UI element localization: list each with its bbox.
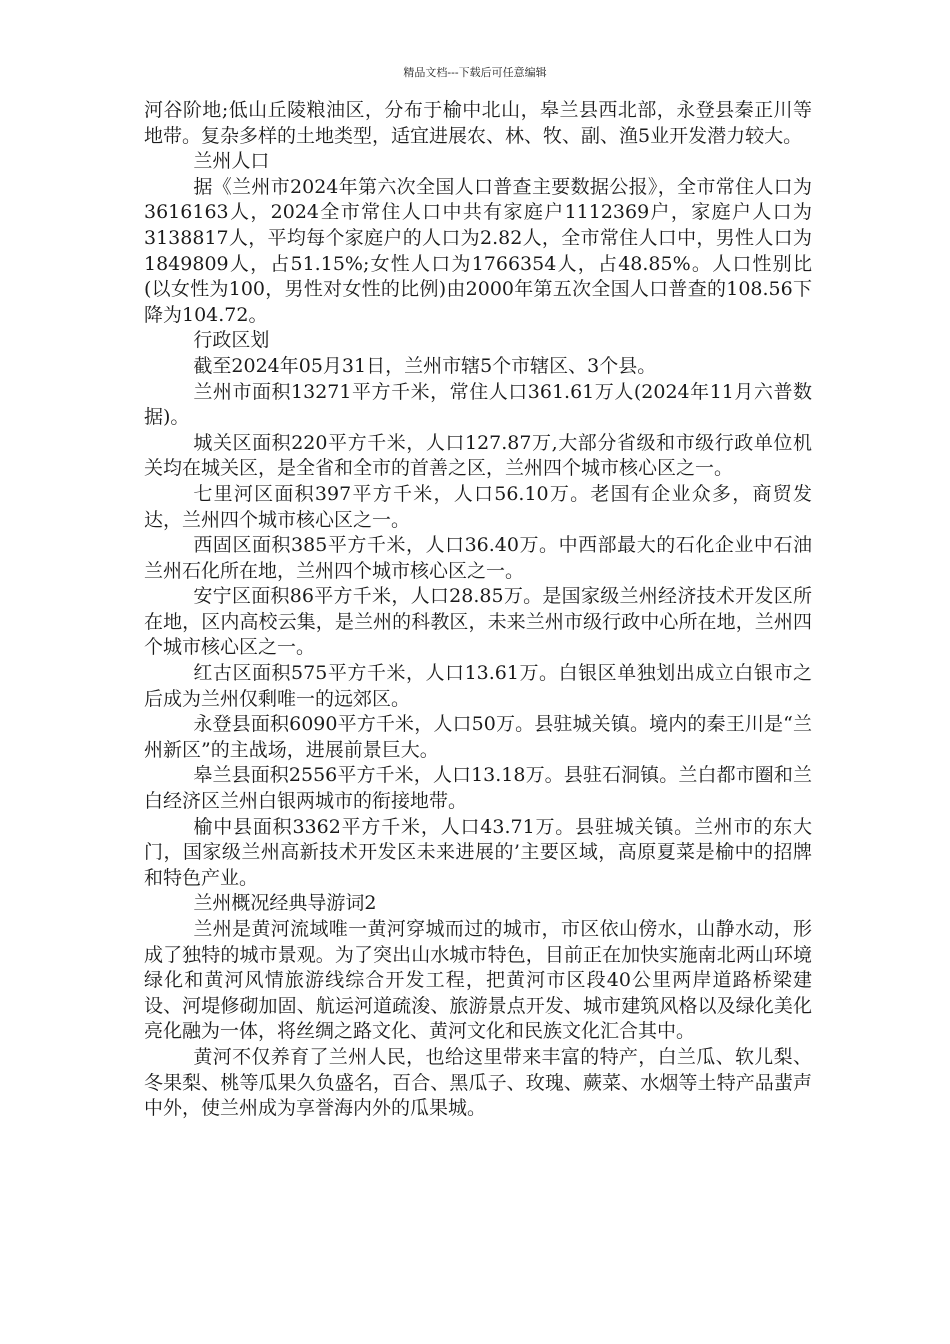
paragraph-xigu: 西固区面积385平方千米，人口36.40万。中西部最大的石化企业中石油兰州石化所在地，兰州四个城市核心区之一。 [144,534,812,582]
paragraph-yongdeng: 永登县面积6090平方千米，人口50万。县驻城关镇。境内的秦王川是“兰州新区”的主战场，进展前景巨大。 [144,713,812,761]
paragraph-continuation: 河谷阶地;低山丘陵粮油区，分布于榆中北山，皋兰县西北部，永登县秦正川等地带。复杂多样的土地类型，适宜进展农、林、牧、副、渔5业开发潜力较大。 [144,99,812,147]
page-header: 精品文档---下载后可任意编辑 [403,66,547,79]
paragraph-specialties: 黄河不仅养育了兰州人民，也给这里带来丰富的特产，白兰瓜、软儿梨、冬果梨、桃等瓜果久负盛名，百合、黑瓜子、玫瑰、蕨菜、水烟等土特产品蜚声中外，使兰州成为享誉海内外的瓜果城。 [144,1045,812,1120]
paragraph-population: 据《兰州市2024年第六次全国人口普查主要数据公报》，全市常住人口为3616163人，2024全市常住人口中共有家庭户1112369户，家庭户人口为3138817人，平均每个家庭户的人口为2.82人，全市常住人口中，男性人口为1849809人，占51.15%;女性人口为1766354人，占48.85%。人口性别比(以女性为100，男性对女性的比例)由2000年第五次全国人口普查的108.56下降为104.72。 [144,175,812,326]
paragraph-admin-summary: 截至2024年05月31日，兰州市辖5个市辖区、3个县。 [193,354,657,377]
paragraph-honggu: 红古区面积575平方千米，人口13.61万。白银区单独划出成立白银市之后成为兰州仅剩唯一的远郊区。 [144,662,812,710]
section-heading-administrative: 行政区划 [193,329,270,352]
paragraph-gaolan: 皋兰县面积2556平方千米，人口13.18万。县驻石洞镇。兰白都市圈和兰白经济区兰州白银两城市的衔接地带。 [144,764,812,813]
document-body [144,98,812,1122]
paragraph-chengguan: 城关区面积220平方千米，人口127.87万,大部分省级和市级行政单位机关均在城关区，是全省和全市的首善之区，兰州四个城市核心区之一。 [144,431,812,480]
paragraph-city-area: 兰州市面积13271平方千米，常住人口361.61万人(2024年11月六普数据)。 [144,380,812,429]
paragraph-anning: 安宁区面积86平方千米，人口28.85万。是国家级兰州经济技术开发区所在地，区内高校云集，是兰州的科教区，未来兰州市级行政中心所在地，兰州四个城市核心区之一。 [144,585,812,659]
paragraph-yuzhong: 榆中县面积3362平方千米，人口43.71万。县驻城关镇。兰州市的东大门，国家级兰州高新技术开发区未来进展的’主要区域，高原夏菜是榆中的招牌和特色产业。 [144,815,812,889]
paragraph-qilihe: 七里河区面积397平方千米，人口56.10万。老国有企业众多，商贸发达，兰州四个城市核心区之一。 [144,482,812,531]
section-heading-population: 兰州人口 [193,150,270,173]
paragraph-yellow-river-city: 兰州是黄河流域唯一黄河穿城而过的城市，市区依山傍水，山静水动，形成了独特的城市景观。为了突出山水城市特色，目前正在加快实施南北两山环境绿化和黄河风情旅游线综合开发工程，把黄河市区段40公里两岸道路桥梁建设、河堤修砌加固、航运河道疏浚、旅游景点开发、城市建筑风格以及绿化美化亮化融为一体，将丝绸之路文化、黄河文化和民族文化汇合其中。 [144,918,812,1043]
section-heading-tour-guide: 兰州概况经典导游词2 [193,892,377,915]
